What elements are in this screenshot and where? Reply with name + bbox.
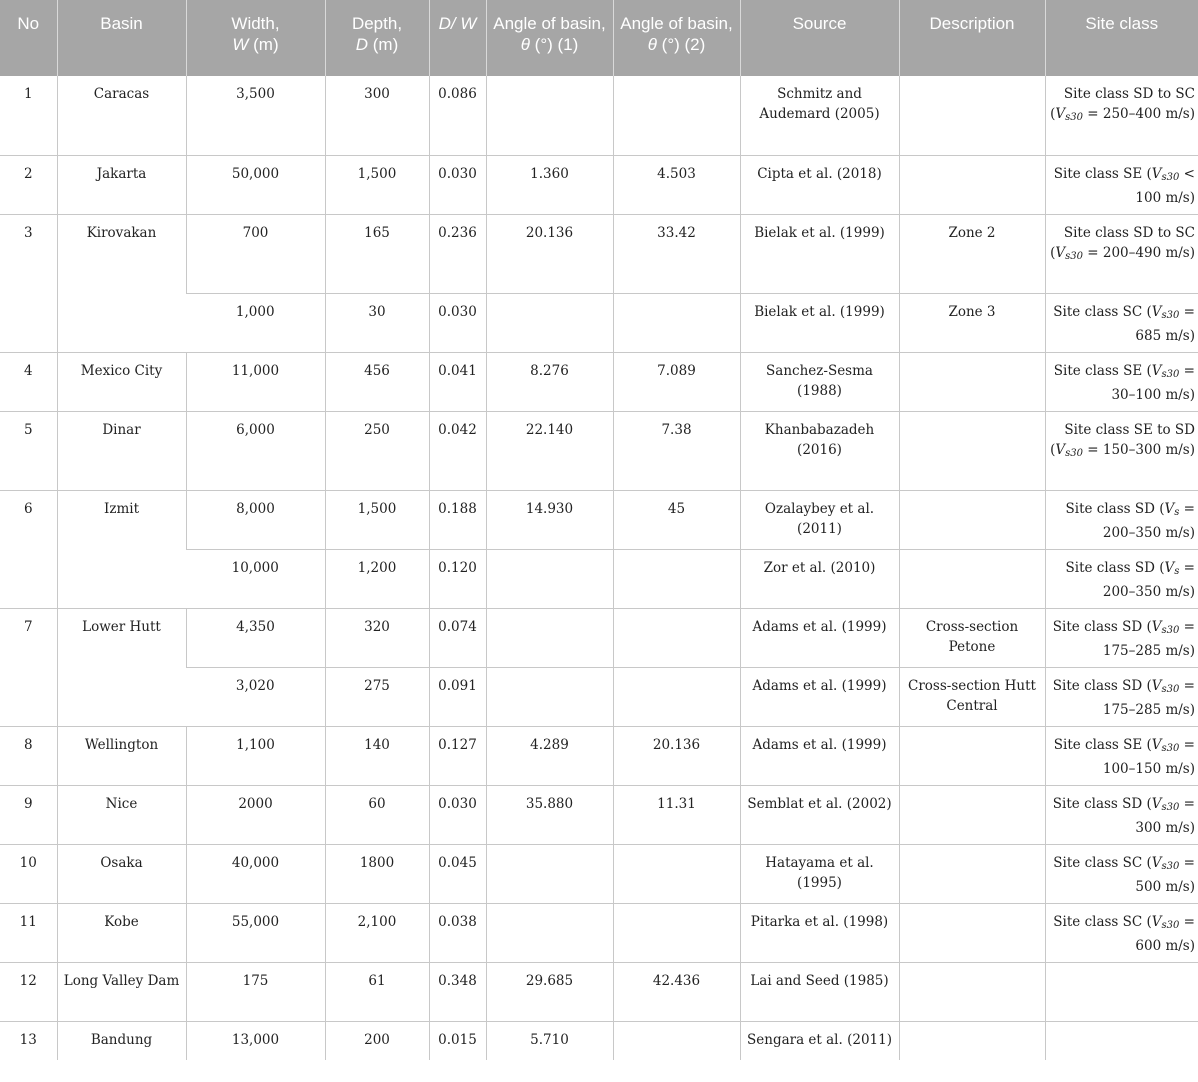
cell-basin: Caracas — [57, 76, 186, 155]
cell-no: 7 — [0, 608, 57, 726]
site-class-range: = 300 m/s) — [1135, 795, 1195, 836]
cell-angle1: 35.880 — [486, 785, 613, 844]
cell-source: Semblat et al. (2002) — [740, 785, 899, 844]
cell-dw: 0.015 — [429, 1021, 486, 1060]
cell-angle1: 22.140 — [486, 411, 613, 490]
velocity-subscript: s30 — [1161, 801, 1180, 813]
cell-no: 13 — [19, 1031, 37, 1048]
cell-basin: Long Valley Dam — [57, 962, 186, 1021]
velocity-symbol: V — [1151, 736, 1162, 753]
cell-description: Cross-section Hutt Central — [899, 667, 1045, 726]
cell-width: 50,000 — [186, 155, 325, 214]
cell-description — [899, 76, 1045, 155]
cell-angle2 — [613, 1021, 740, 1060]
cell-angle2: 4.503 — [613, 155, 740, 214]
cell-angle1: 1.360 — [486, 155, 613, 214]
header-description: Description — [899, 0, 1045, 76]
cell-angle2: 7.38 — [613, 411, 740, 490]
site-class-text: Site class SE ( — [1053, 736, 1152, 753]
cell-site-class — [1045, 1021, 1198, 1060]
cell-source: Pitarka et al. (1998) — [740, 903, 899, 962]
site-class-range: = 175–285 m/s) — [1102, 677, 1195, 718]
header-row — [0, 0, 1198, 76]
table-row — [0, 490, 1198, 549]
cell-description — [899, 962, 1045, 1021]
cell-depth: 200 — [325, 1021, 429, 1060]
table-body — [0, 76, 1198, 1060]
table-row — [0, 785, 1198, 844]
site-class-range: = 30–100 m/s) — [1111, 362, 1195, 403]
header-site-class: Site class — [1045, 0, 1198, 76]
cell-site-class — [1045, 411, 1198, 490]
cell-angle1 — [486, 667, 613, 726]
header-dw: D/ W — [429, 0, 486, 76]
site-class-text: Site class SD ( — [1052, 677, 1152, 694]
cell-site-class — [1045, 549, 1198, 608]
cell-site-class — [1045, 962, 1198, 1021]
table-row — [0, 608, 1198, 667]
site-class-range: = 100–150 m/s) — [1102, 736, 1195, 777]
cell-no: 4 — [0, 352, 57, 411]
cell-no: 2 — [0, 155, 57, 214]
cell-depth: 60 — [325, 785, 429, 844]
cell-depth: 165 — [325, 214, 429, 293]
cell-angle2 — [613, 293, 740, 352]
cell-site-class — [1045, 844, 1198, 903]
cell-dw: 0.348 — [429, 962, 486, 1021]
site-class-range: = 200–350 m/s) — [1102, 500, 1195, 541]
cell-no: 5 — [0, 411, 57, 490]
header-angle-2: Angle of basin, θ (°) (2) — [613, 0, 740, 76]
site-class-text: Site class SD ( — [1065, 500, 1165, 517]
cell-no: 6 — [0, 490, 57, 608]
cell-depth: 456 — [325, 352, 429, 411]
cell-description — [899, 549, 1045, 608]
cell-angle1: 8.276 — [486, 352, 613, 411]
cell-source: Adams et al. (1999) — [740, 726, 899, 785]
site-class-text: Site class SC ( — [1053, 854, 1152, 871]
header-source: Source — [740, 0, 899, 76]
cell-dw: 0.045 — [429, 844, 486, 903]
cell-dw: 0.038 — [429, 903, 486, 962]
cell-angle2 — [613, 76, 740, 155]
cell-site-class — [1045, 608, 1198, 667]
cell-angle2: 11.31 — [613, 785, 740, 844]
cell-site-class — [1045, 903, 1198, 962]
site-class-range: = 150–300 m/s) — [1082, 441, 1195, 458]
cell-site-class — [1045, 214, 1198, 293]
velocity-subscript: s30 — [1161, 171, 1180, 183]
velocity-subscript: s30 — [1065, 112, 1083, 123]
header-width: Width, W (m) — [186, 0, 325, 76]
site-class-range: = 600 m/s) — [1135, 913, 1195, 954]
cell-width: 4,350 — [186, 608, 325, 667]
site-class-range: = 175–285 m/s) — [1102, 618, 1195, 659]
cell-depth: 320 — [325, 608, 429, 667]
table-row — [0, 844, 1198, 903]
cell-width: 700 — [186, 214, 325, 293]
velocity-symbol: V — [1151, 362, 1162, 379]
velocity-subscript: s30 — [1161, 368, 1180, 380]
cell-width: 8,000 — [186, 490, 325, 549]
cell-angle2 — [613, 608, 740, 667]
velocity-symbol: V — [1055, 441, 1066, 458]
cell-dw: 0.188 — [429, 490, 486, 549]
cell-basin: Izmit — [57, 490, 186, 608]
cell-angle2 — [613, 903, 740, 962]
cell-source: Bielak et al. (1999) — [740, 214, 899, 293]
table-row — [0, 352, 1198, 411]
cell-description — [899, 411, 1045, 490]
cell-site-class — [1045, 490, 1198, 549]
cell-dw: 0.030 — [429, 785, 486, 844]
site-class-text: Site class SC ( — [1053, 913, 1152, 930]
cell-description — [899, 726, 1045, 785]
cell-dw: 0.041 — [429, 352, 486, 411]
cell-source: Khanbabazadeh (2016) — [740, 411, 899, 490]
velocity-subscript: s30 — [1161, 742, 1180, 754]
cell-description — [899, 844, 1045, 903]
site-class-range: = 250–400 m/s) — [1082, 106, 1195, 122]
header-no: No — [0, 0, 57, 76]
cell-width: 175 — [186, 962, 325, 1021]
cell-basin: Dinar — [57, 411, 186, 490]
cell-depth: 2,100 — [325, 903, 429, 962]
cell-depth: 30 — [325, 293, 429, 352]
cell-description — [899, 785, 1045, 844]
cell-angle1 — [486, 844, 613, 903]
cell-description — [899, 155, 1045, 214]
cell-site-class — [1045, 785, 1198, 844]
cell-depth: 1,500 — [325, 155, 429, 214]
site-class-text: Site class SC ( — [1053, 303, 1152, 320]
cell-dw: 0.091 — [429, 667, 486, 726]
cell-dw: 0.042 — [429, 411, 486, 490]
cell-angle2: 7.089 — [613, 352, 740, 411]
cell-width: 10,000 — [186, 549, 325, 608]
cell-dw: 0.236 — [429, 214, 486, 293]
table-row — [0, 1021, 1198, 1060]
velocity-subscript: s — [1174, 565, 1180, 577]
cell-basin: Kirovakan — [57, 214, 186, 352]
cell-source: Adams et al. (1999) — [740, 667, 899, 726]
velocity-subscript: s30 — [1161, 919, 1180, 931]
cell-width: 13,000 — [186, 1021, 325, 1060]
cell-no: 3 — [0, 214, 57, 352]
table-row — [0, 962, 1198, 1021]
velocity-subscript: s30 — [1065, 250, 1083, 262]
cell-angle2 — [613, 549, 740, 608]
cell-depth: 300 — [325, 76, 429, 155]
cell-angle1: 4.289 — [486, 726, 613, 785]
site-class-text: Site class SE to SD ( — [1050, 421, 1195, 458]
site-class-text: Site class SD to SC ( — [1050, 224, 1195, 261]
cell-description: Cross-section Petone — [899, 608, 1045, 667]
cell-source: Sanchez-Sesma (1988) — [740, 352, 899, 411]
cell-basin: Nice — [57, 785, 186, 844]
cell-no: 9 — [0, 785, 57, 844]
cell-angle2: 45 — [613, 490, 740, 549]
cell-angle2 — [613, 844, 740, 903]
cell-source: Zor et al. (2010) — [740, 549, 899, 608]
site-class-range: = 200–490 m/s) — [1082, 244, 1195, 261]
cell-angle1 — [486, 76, 613, 155]
cell-angle1 — [486, 903, 613, 962]
cell-dw: 0.127 — [429, 726, 486, 785]
site-class-text: Site class SE ( — [1053, 165, 1152, 182]
cell-width: 6,000 — [186, 411, 325, 490]
velocity-subscript: s30 — [1161, 309, 1180, 321]
cell-width: 40,000 — [186, 844, 325, 903]
cell-width: 1,000 — [186, 293, 325, 352]
cell-site-class — [1045, 293, 1198, 352]
velocity-symbol: V — [1151, 677, 1162, 694]
cell-source: Hatayama et al. (1995) — [740, 844, 899, 903]
cell-dw: 0.074 — [429, 608, 486, 667]
cell-depth: 1,200 — [325, 549, 429, 608]
cell-basin: Kobe — [57, 903, 186, 962]
cell-angle2 — [613, 667, 740, 726]
site-class-text: Site class SE ( — [1053, 362, 1152, 379]
cell-basin: Mexico City — [57, 352, 186, 411]
site-class-range: = 500 m/s) — [1135, 854, 1195, 895]
cell-source: Schmitz and Audemard (2005) — [740, 76, 899, 155]
cell-source: Ozalaybey et al. (2011) — [740, 490, 899, 549]
velocity-subscript: s — [1174, 506, 1180, 518]
cell-angle1: 20.136 — [486, 214, 613, 293]
velocity-symbol: V — [1151, 618, 1162, 635]
cell-depth: 275 — [325, 667, 429, 726]
site-class-text: Site class SD ( — [1052, 618, 1152, 635]
cell-basin: Bandung — [57, 1021, 186, 1060]
header-angle-1: Angle of basin, θ (°) (1) — [486, 0, 613, 76]
velocity-symbol: V — [1151, 913, 1162, 930]
cell-angle1 — [486, 293, 613, 352]
table-row — [0, 214, 1198, 293]
cell-angle1: 29.685 — [486, 962, 613, 1021]
cell-width: 11,000 — [186, 352, 325, 411]
cell-depth: 61 — [325, 962, 429, 1021]
cell-site-class — [1045, 76, 1198, 155]
cell-description: Zone 2 — [899, 214, 1045, 293]
velocity-subscript: s30 — [1161, 860, 1180, 872]
cell-angle2: 42.436 — [613, 962, 740, 1021]
cell-source: Bielak et al. (1999) — [740, 293, 899, 352]
cell-description — [899, 1021, 1045, 1060]
table-row — [0, 411, 1198, 490]
table-row — [0, 76, 1198, 155]
cell-angle1: 14.930 — [486, 490, 613, 549]
cell-angle1 — [486, 549, 613, 608]
velocity-subscript: s30 — [1065, 447, 1083, 459]
cell-site-class — [1045, 667, 1198, 726]
velocity-subscript: s30 — [1161, 683, 1180, 695]
cell-angle1 — [486, 608, 613, 667]
cell-depth: 140 — [325, 726, 429, 785]
cell-site-class — [1045, 155, 1198, 214]
table-row — [0, 155, 1198, 214]
site-class-text: Site class SD ( — [1065, 559, 1165, 576]
velocity-symbol: V — [1055, 106, 1066, 122]
cell-angle1: 5.710 — [486, 1021, 613, 1060]
cell-width: 2000 — [186, 785, 325, 844]
cell-width: 3,020 — [186, 667, 325, 726]
cell-source: Lai and Seed (1985) — [740, 962, 899, 1021]
site-class-range: = 200–350 m/s) — [1102, 559, 1195, 600]
cell-width: 55,000 — [186, 903, 325, 962]
cell-description — [899, 352, 1045, 411]
cell-description — [899, 903, 1045, 962]
cell-basin: Wellington — [57, 726, 186, 785]
cell-description: Zone 3 — [899, 293, 1045, 352]
cell-dw: 0.030 — [429, 155, 486, 214]
velocity-symbol: V — [1151, 165, 1162, 182]
velocity-symbol: V — [1164, 559, 1175, 576]
velocity-symbol: V — [1151, 795, 1162, 812]
cell-no: 8 — [0, 726, 57, 785]
table-row — [0, 903, 1198, 962]
cell-dw: 0.086 — [429, 76, 486, 155]
site-class-text: Site class SD ( — [1052, 795, 1152, 812]
cell-site-class — [1045, 726, 1198, 785]
cell-basin: Lower Hutt — [57, 608, 186, 726]
cell-source: Adams et al. (1999) — [740, 608, 899, 667]
cell-angle2: 20.136 — [613, 726, 740, 785]
cell-no: 1 — [0, 76, 57, 155]
cell-dw: 0.120 — [429, 549, 486, 608]
cell-depth: 250 — [325, 411, 429, 490]
velocity-symbol: V — [1151, 303, 1162, 320]
cell-angle2: 33.42 — [613, 214, 740, 293]
cell-site-class — [1045, 352, 1198, 411]
velocity-symbol: V — [1151, 854, 1162, 871]
cell-dw: 0.030 — [429, 293, 486, 352]
velocity-symbol: V — [1164, 500, 1175, 517]
header-depth: Depth, D (m) — [325, 0, 429, 76]
site-class-range: < 100 m/s) — [1135, 165, 1195, 206]
cell-basin: Jakarta — [57, 155, 186, 214]
cell-no: 10 — [0, 844, 57, 903]
site-class-text: Site class SD to SC ( — [1050, 86, 1195, 122]
cell-no: 11 — [0, 903, 57, 962]
header-basin: Basin — [57, 0, 186, 76]
cell-basin: Osaka — [57, 844, 186, 903]
velocity-subscript: s30 — [1161, 624, 1180, 636]
cell-source: Sengara et al. (2011) — [740, 1021, 899, 1060]
cell-source: Cipta et al. (2018) — [740, 155, 899, 214]
cell-no: 12 — [0, 962, 57, 1021]
velocity-symbol: V — [1055, 244, 1066, 261]
cell-width: 1,100 — [186, 726, 325, 785]
cell-width: 3,500 — [186, 76, 325, 155]
cell-depth: 1,500 — [325, 490, 429, 549]
cell-description — [899, 490, 1045, 549]
cell-depth: 1800 — [325, 844, 429, 903]
table-row — [0, 726, 1198, 785]
site-class-range: = 685 m/s) — [1135, 303, 1195, 344]
